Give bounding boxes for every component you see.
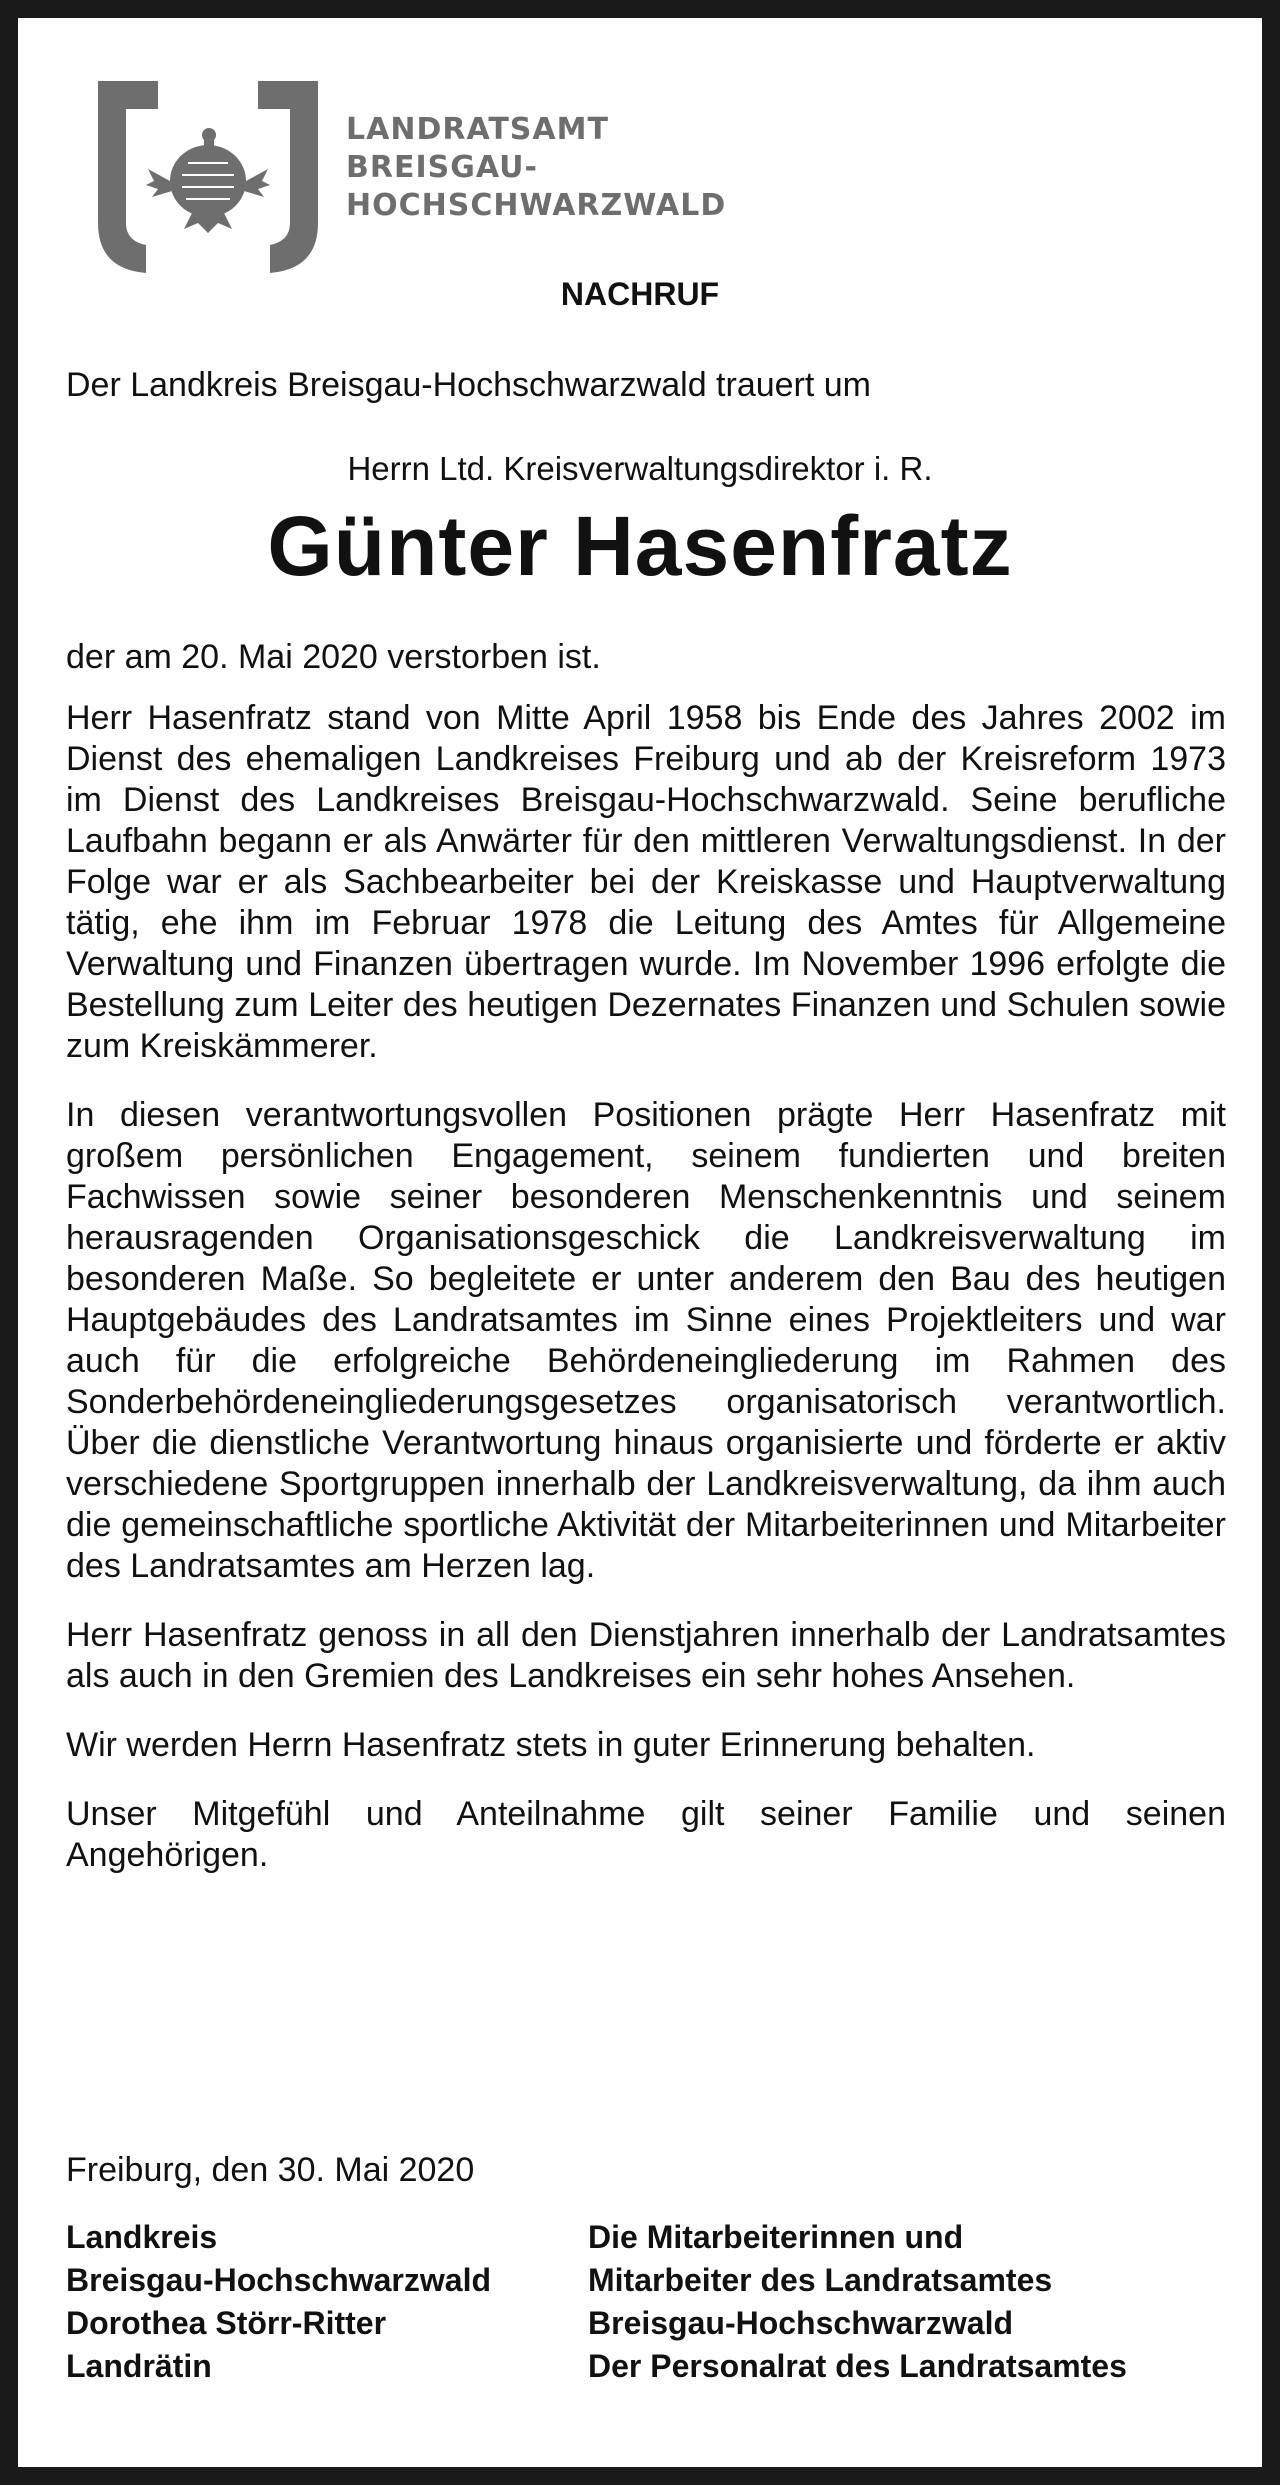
signature-line: Landrätin [66, 2348, 212, 2384]
signature-block-left [66, 2216, 491, 2388]
logo-wordmark [346, 111, 726, 225]
signature-line: Landkreis [66, 2219, 218, 2255]
signature-block-right [588, 2216, 1127, 2388]
signature-line: Breisgau-Hochschwarzwald [66, 2262, 491, 2298]
death-date-line: der am 20. Mai 2020 verstorben ist. [66, 638, 601, 676]
deceased-name: Günter Hasenfratz [267, 499, 1013, 593]
signature-line: Der Personalrat des Landratsamtes [588, 2348, 1127, 2384]
place-date: Freiburg, den 30. Mai 2020 [66, 2151, 475, 2189]
signature-line: Die Mitarbeiterinnen und [588, 2219, 964, 2255]
body-paragraph: Wir werden Herrn Hasenfratz stets in guter Erinnerung behalten. [66, 1726, 1036, 1764]
body-paragraph: In diesen verantwortungsvollen Positionen prägte Herr Hasenfratz mit großem persönlichen Engagement, seinem fundierten und breiten Fachwissen sowie seiner besonderen Menschenkenntnis und seinem herausragenden Organisationsgeschick die Landkreisverwaltung im besonderen Maße. So begleitete er unter anderem den Bau des heutigen Hauptgebäudes des Landratsamtes im Sinne eines Projektleiters und war auch für die erfolgreiche Behördeneingliederung im Rahmen des Sonderbehördeneingliederungsgesetzes organisatorisch verantwortlich. Über die dienstliche Verantwortung hinaus organisierte und förderte er aktiv verschiedene Sportgruppen innerhalb der Landkreisverwaltung, da ihm auch die gemeinschaftliche sportliche Aktivität der Mitarbeiterinnen und Mitarbeiter des Landratsamtes am Herzen lag. [66, 1096, 1226, 1585]
signature-line: Mitarbeiter des Landratsamtes [588, 2262, 1053, 2298]
body-paragraph: Herr Hasenfratz genoss in all den Dienstjahren innerhalb der Landratsamtes als auch in den Gremien des Landkreises ein sehr hohes Ansehen. [66, 1616, 1226, 1695]
signature-line: Dorothea Störr-Ritter [66, 2305, 387, 2341]
district-office-logo [88, 73, 727, 283]
logo-line: HOCHSCHWARZWALD [346, 188, 727, 223]
body-paragraph: Unser Mitgefühl und Anteilnahme gilt seiner Familie und seinen Angehörigen. [66, 1795, 1226, 1874]
intro-line: Der Landkreis Breisgau-Hochschwarzwald trauert um [66, 366, 871, 404]
district-emblem-icon [88, 73, 328, 278]
signature-line: Breisgau-Hochschwarzwald [588, 2305, 1013, 2341]
logo-line: BREISGAU- [346, 150, 538, 185]
deceased-title: Herrn Ltd. Kreisverwaltungsdirektor i. R. [347, 450, 933, 487]
logo-line: LANDRATSAMT [346, 112, 609, 147]
body-paragraph: Herr Hasenfratz stand von Mitte April 1958 bis Ende des Jahres 2002 im Dienst des ehemaligen Landkreises Freiburg und ab der Kreisreform 1973 im Dienst des Landkreises Breisgau-Hochschwarzwald. Seine berufliche Laufbahn begann er als Anwärter für den mittleren Verwaltungsdienst. In der Folge war er als Sachbearbeiter bei der Kreiskasse und Hauptverwaltung tätig, ehe ihm im Februar 1978 die Leitung des Amtes für Allgemeine Verwaltung und Finanzen übertragen wurde. Im November 1996 erfolgte die Bestellung zum Leiter des heutigen Dezernates Finanzen und Schulen sowie zum Kreiskämmerer. [66, 699, 1226, 1065]
notice-heading: NACHRUF [560, 276, 720, 312]
obituary-notice [18, 18, 1262, 2467]
obituary-body [66, 698, 1226, 1904]
